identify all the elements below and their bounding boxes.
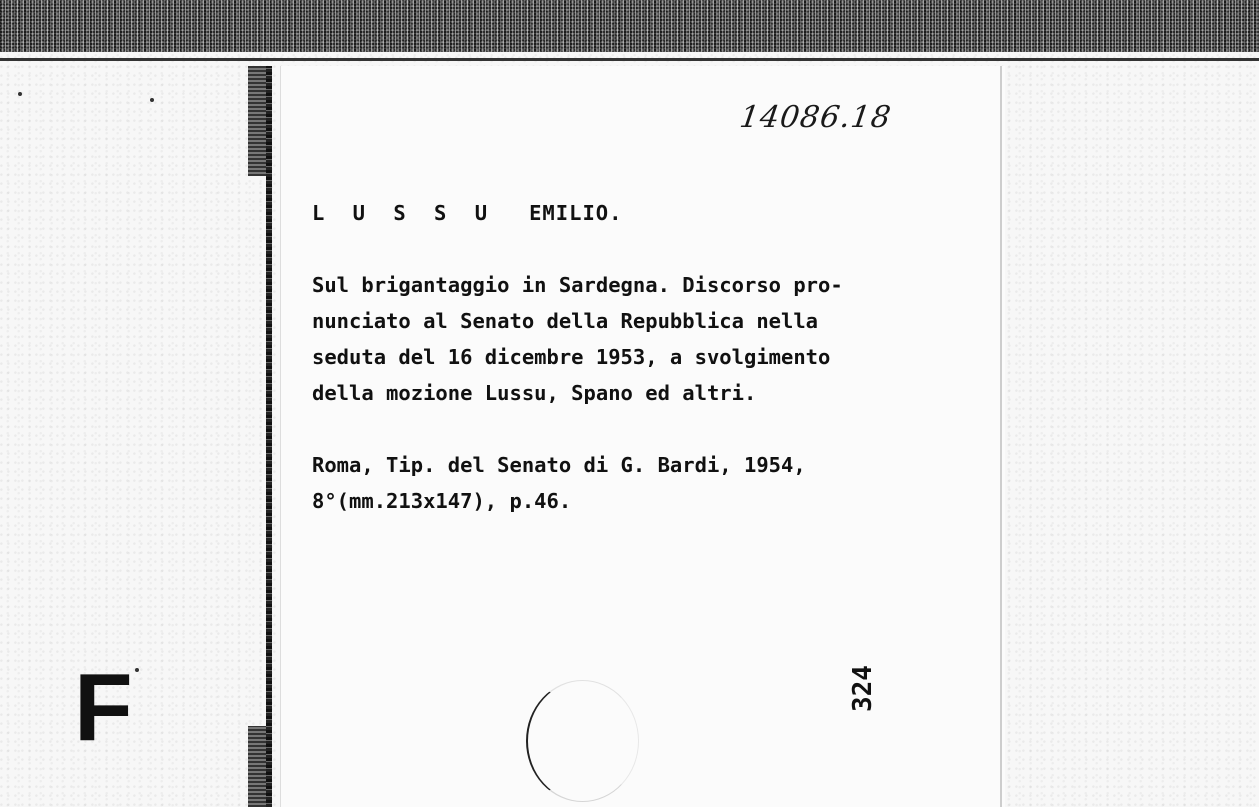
punch-hole [526,680,639,802]
card-tab-strip [244,66,280,807]
speck [150,98,154,102]
title-line: nunciato al Senato della Repubblica nella [312,309,819,333]
tab-notch-bottom [248,726,266,807]
author-heading [312,195,623,231]
title-line: Sul brigantaggio in Sardegna. Discorso pro- [312,273,843,297]
imprint-line: Roma, Tip. del Senato di G. Bardi, 1954, [312,453,806,477]
author-given-name: EMILIO. [529,201,623,225]
top-rule [0,58,1259,61]
scan-top-border [0,0,1259,52]
speck [18,92,22,96]
card-edge [1000,66,1002,807]
author-surname: L U S S U [312,201,496,225]
title-line: seduta del 16 dicembre 1953, a svolgimento [312,345,831,369]
accession-number: 14086.18 [737,100,894,135]
tab-notch-top [248,66,266,176]
title-line: della mozione Lussu, Spano ed altri. [312,381,757,405]
stamp-number: 324 [848,665,878,712]
tab-edge [266,66,272,807]
catalog-card [280,66,1005,807]
speck [135,668,139,672]
imprint-line: 8°(mm.213x147), p.46. [312,489,572,513]
drawer-letter: F [74,654,133,761]
